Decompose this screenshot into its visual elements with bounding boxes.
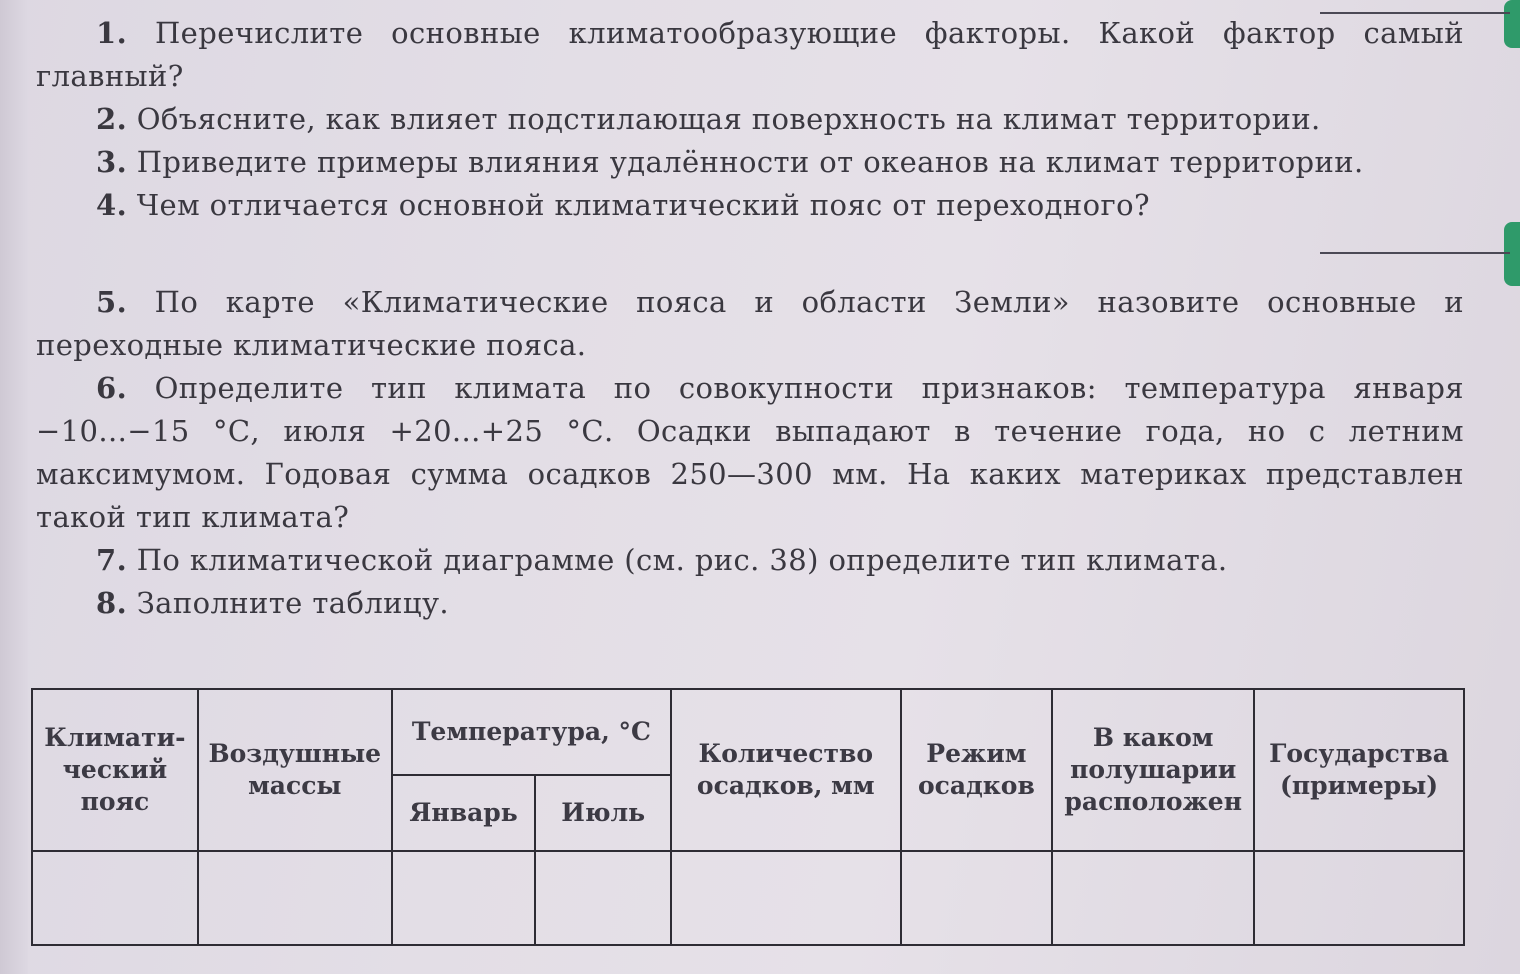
table-cell[interactable] xyxy=(198,851,392,945)
question-1: 1. Перечислите основные климатообразующие факторы. Какой фактор самый главный? xyxy=(36,16,1465,93)
chapter-tab-middle xyxy=(1504,222,1520,286)
questions-block-b xyxy=(36,281,1464,625)
table-cell[interactable] xyxy=(1052,851,1254,945)
header-climate-belt: Климати-ческий пояс xyxy=(32,689,198,851)
climate-table xyxy=(31,688,1465,946)
header-precipitation: Количество осадков, мм xyxy=(671,689,901,851)
table-cell[interactable] xyxy=(535,851,671,945)
question-8: 8. Заполните таблицу. xyxy=(96,586,450,620)
table-cell[interactable] xyxy=(32,851,198,945)
header-hemisphere: В каком полушарии расположен xyxy=(1052,689,1254,851)
chapter-tab-top xyxy=(1504,0,1520,48)
table-cell[interactable] xyxy=(1254,851,1464,945)
question-2: 2. Объясните, как влияет подстилающая поверхность на климат территории. xyxy=(96,102,1321,136)
header-temperature: Температура, °С xyxy=(392,689,671,775)
header-precipitation-regime: Режим осадков xyxy=(901,689,1053,851)
question-3: 3. Приведите примеры влияния удалённости от океанов на климат территории. xyxy=(96,145,1364,179)
header-states: Государства (примеры) xyxy=(1254,689,1464,851)
table-cell[interactable] xyxy=(901,851,1053,945)
question-6: 6. Определите тип климата по совокупности признаков: температура января −10...−15 °С, июля +20...+25 °С. Осадки выпадают в течение года, но с летним максимумом. Годовая сумма осадков 250—300 мм. На каких материках представлен такой тип климата? xyxy=(36,371,1464,534)
header-january: Январь xyxy=(392,775,536,851)
table-cell[interactable] xyxy=(671,851,901,945)
rule-line-middle xyxy=(1320,252,1510,254)
question-5: 5. По карте «Климатические пояса и области Земли» назовите основные и переходные климатические пояса. xyxy=(36,285,1464,362)
question-4: 4. Чем отличается основной климатический пояс от переходного? xyxy=(96,188,1150,222)
table-row xyxy=(32,851,1464,945)
header-air-masses: Воздушные массы xyxy=(198,689,392,851)
table-header-row-1 xyxy=(32,689,1464,775)
header-july: Июль xyxy=(535,775,671,851)
questions-block-a xyxy=(36,12,1464,227)
page-binding-edge xyxy=(0,0,28,974)
question-7: 7. По климатической диаграмме (см. рис. 38) определите тип климата. xyxy=(96,543,1228,577)
table-cell[interactable] xyxy=(392,851,536,945)
